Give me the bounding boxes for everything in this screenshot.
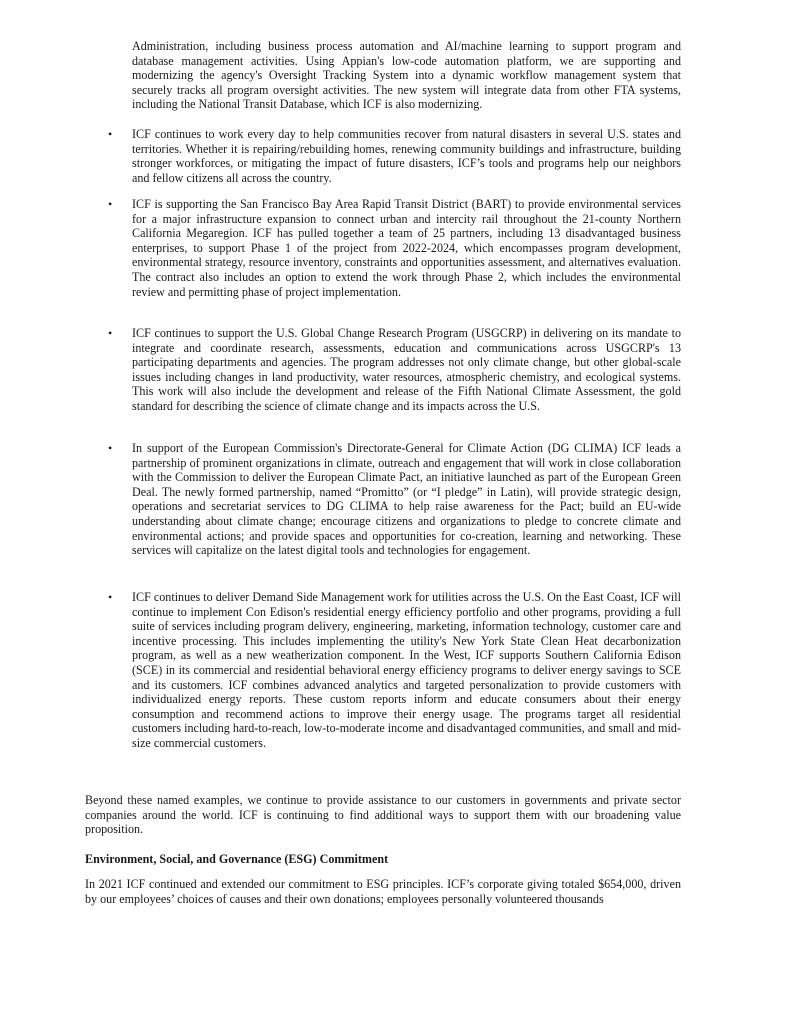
bullet-marker: • [108,197,113,211]
esg-paragraph: In 2021 ICF continued and extended our commitment to ESG principles. ICF’s corporate giving totaled $654,000, driven by our employees’ choices of causes and their own donations; employees personally volunteered thousands [85,877,681,906]
list-item-text: ICF continues to support the U.S. Global Change Research Program (USGCRP) in delivering on its mandate to integrate and coordinate research, assessments, education and communications across USGCRP's 13 participating departments and agencies. The program addresses not only climate change, but other global-scale issues including changes in land productivity, water resources, atmospheric chemistry, and ecological systems. This work will also include the development and release of the Fifth National Climate Assessment, the gold standard for describing the science of climate change and its impacts across the U.S. [132,326,681,413]
bullet-marker: • [108,590,113,604]
intro-paragraph: Administration, including business process automation and AI/machine learning to support program and database management activities. Using Appian's low-code automation platform, we are supporting and modernizing the agency's Oversight Tracking System into a dynamic workflow management system that securely tracks all program oversight activities. The new system will integrate data from other FTA systems, including the National Transit Database, which ICF is also modernizing. [132,39,681,112]
bullet-marker: • [108,326,113,340]
list-item-text: ICF continues to work every day to help communities recover from natural disasters in several U.S. states and territories. Whether it is repairing/rebuilding homes, renewing community buildings and infrastructure, building stronger workforces, or mitigating the impact of future disasters, ICF’s tools and programs help our neighbors and fellow citizens all across the country. [132,127,681,185]
bullet-marker: • [108,441,113,455]
list-item-text: In support of the European Commission's Directorate-General for Climate Action (DG CLIMA) ICF leads a partnership of prominent organizations in climate, outreach and engagement that will work in close collaboration with the Commission to deliver the European Climate Pact, an initiative launched as part of the European Green Deal. The newly formed partnership, named “Promitto” (or “I pledge” in Latin), will provide strategic design, operations and secretariat services to DG CLIMA to help raise awareness for the Pact; build an EU-wide understanding about climate change; encourage citizens and organizations to pledge to concrete climate and environmental actions; and provide spaces and opportunities for co-creation, learning and networking. These services will capitalize on the latest digital tools and technologies for engagement. [132,441,681,558]
list-item-text: ICF is supporting the San Francisco Bay Area Rapid Transit District (BART) to provide environmental services for a major infrastructure expansion to connect urban and intercity rail throughout the 21-county Northern California Megaregion. ICF has pulled together a team of 25 partners, including 13 disadvantaged business enterprises, to support Phase 1 of the project from 2022-2024, which encompasses program development, environmental strategy, resource inventory, constraints and opportunities assessment, and alternatives evaluation. The contract also includes an option to extend the work through Phase 2, which includes the environmental review and permitting phase of project implementation. [132,197,681,299]
section-heading: Environment, Social, and Governance (ESG) Commitment [85,852,389,866]
list-item-text: ICF continues to deliver Demand Side Management work for utilities across the U.S. On the East Coast, ICF will continue to implement Con Edison's residential energy efficiency portfolio and other programs, providing a full suite of services including program delivery, engineering, marketing, information technology, customer care and incentive processing. This includes implementing the utility's New York State Clean Heat decarbonization program, as well as a new weatherization component. In the West, ICF supports Southern California Edison (SCE) in its commercial and residential behavioral energy efficiency programs to deliver energy savings to SCE and its customers. ICF combines advanced analytics and targeted personalization to provide customers with individualized energy reports. These custom reports inform and educate consumers about their energy consumption and recommend actions to improve their energy usage. The programs target all residential customers including hard-to-reach, low-to-moderate income and disadvantaged communities, and small and mid-size commercial customers. [132,590,681,750]
closing-paragraph: Beyond these named examples, we continue to provide assistance to our customers in governments and private sector companies around the world. ICF is continuing to find additional ways to support them with our broadening value proposition. [85,793,681,837]
bullet-marker: • [108,127,113,141]
